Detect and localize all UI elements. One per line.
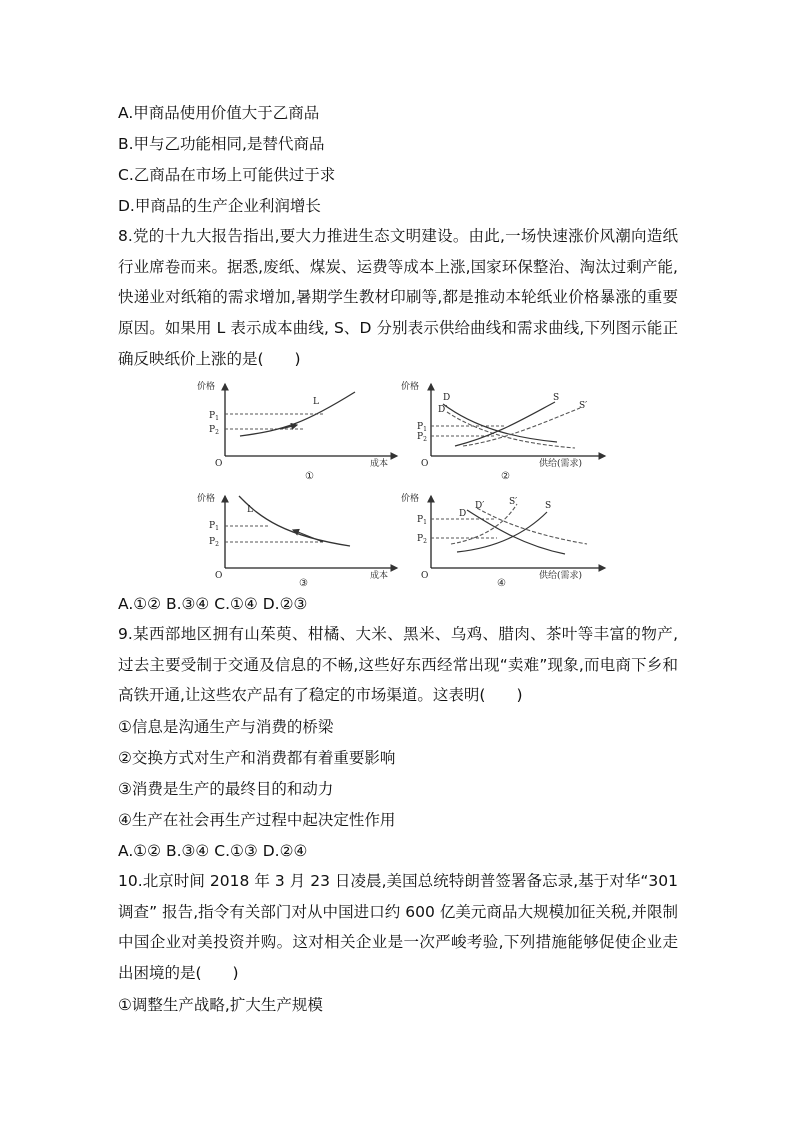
curve-D-prime-label: D′ — [438, 405, 448, 415]
x-axis-label: 成本 — [370, 571, 389, 581]
curve-S-label: S — [545, 501, 552, 511]
figure-2 — [401, 380, 605, 482]
q9-stem: 9.某西部地区拥有山茱萸、柑橘、大米、黑米、乌鸡、腊肉、茶叶等丰富的物产,过去主要受制于交通及信息的不畅,这些好东西经常出现“卖难”现象,而电商下乡和高铁开通,让这些农产品有了稳定的市场渠道。这表明( ) — [118, 625, 678, 705]
q9-item-2: ②交换方式对生产和消费都有着重要影响 — [118, 749, 396, 767]
figure-3 — [197, 492, 397, 589]
q7-option-d: D.甲商品的生产企业利润增长 — [118, 197, 321, 215]
movement-arrow — [293, 530, 323, 542]
curve-S-label: S — [553, 393, 560, 403]
p2-label: $P_2$ — [209, 537, 219, 548]
x-axis-label: 成本 — [370, 459, 389, 469]
p2-label: $P_2$ — [417, 534, 427, 545]
curve-L-label: L — [247, 505, 253, 515]
origin-label: O — [215, 459, 223, 469]
origin-label: O — [421, 571, 429, 581]
p1-label: $P_1$ — [209, 411, 219, 422]
figure-1 — [197, 380, 397, 482]
p2-label: $P_2$ — [209, 425, 219, 436]
p1-label: $P_1$ — [209, 521, 219, 532]
q9-item-1: ①信息是沟通生产与消费的桥梁 — [118, 718, 334, 736]
y-axis-label: 价格 — [401, 494, 420, 504]
y-axis-label: 价格 — [197, 494, 216, 504]
q10-item-1: ①调整生产战略,扩大生产规模 — [118, 996, 323, 1014]
y-axis-label: 价格 — [197, 382, 216, 392]
figure-4-number: ④ — [497, 578, 506, 589]
q8-figures — [195, 378, 615, 590]
figure-3-number: ③ — [299, 578, 308, 589]
curve-D-prime-label: D′ — [475, 501, 485, 511]
q8-options: A.①② B.③④ C.①④ D.②③ — [118, 595, 308, 613]
curve-S-prime-label: S′ — [509, 497, 518, 507]
x-axis-label: 供给(需求) — [539, 571, 583, 581]
q9-item-4: ④生产在社会再生产过程中起决定性作用 — [118, 811, 396, 829]
curve-L — [239, 496, 350, 546]
p2-label: $P_2$ — [417, 432, 427, 443]
q8-stem: 8.党的十九大报告指出,要大力推进生态文明建设。由此,一场快速涨价风潮向造纸行业席卷而来。据悉,废纸、煤炭、运费等成本上涨,国家环保整治、淘汰过剩产能,快递业对纸箱的需求增加,暑期学生教材印刷等,都是推动本轮纸业价格暴涨的重要原因。如果用 L 表示成本曲线, S、D 分别表示供给曲线和需求曲线,下列图示能正确反映纸价上涨的是( ) — [118, 227, 678, 368]
curve-D-label: D — [459, 509, 467, 519]
y-axis-label: 价格 — [401, 382, 420, 392]
p1-label: $P_1$ — [417, 515, 427, 526]
q7-option-b: B.甲与乙功能相同,是替代商品 — [118, 135, 325, 153]
q9-item-3: ③消费是生产的最终目的和动力 — [118, 780, 334, 798]
p1-label: $P_1$ — [417, 422, 427, 433]
q9-options: A.①② B.③④ C.①③ D.②④ — [118, 842, 308, 860]
q7-option-c: C.乙商品在市场上可能供过于求 — [118, 166, 336, 184]
figure-1-number: ① — [305, 471, 314, 482]
x-axis-label: 供给(需求) — [539, 459, 583, 469]
origin-label: O — [215, 571, 223, 581]
figure-4 — [401, 492, 605, 589]
q7-option-a: A.甲商品使用价值大于乙商品 — [118, 104, 320, 122]
curve-D-label: D — [443, 393, 451, 403]
curve-S-prime-label: S′ — [579, 401, 588, 411]
curve-L-label: L — [313, 397, 319, 407]
figure-2-number: ② — [501, 471, 510, 482]
q10-stem: 10.北京时间 2018 年 3 月 23 日凌晨,美国总统特朗普签署备忘录,基于对华“301调查” 报告,指令有关部门对从中国进口约 600 亿美元商品大规模加征关税,并限制中国企业对美投资并购。这对相关企业是一次严峻考验,下列措施能够促使企业走出困境的是( ) — [118, 872, 678, 983]
origin-label: O — [421, 459, 429, 469]
